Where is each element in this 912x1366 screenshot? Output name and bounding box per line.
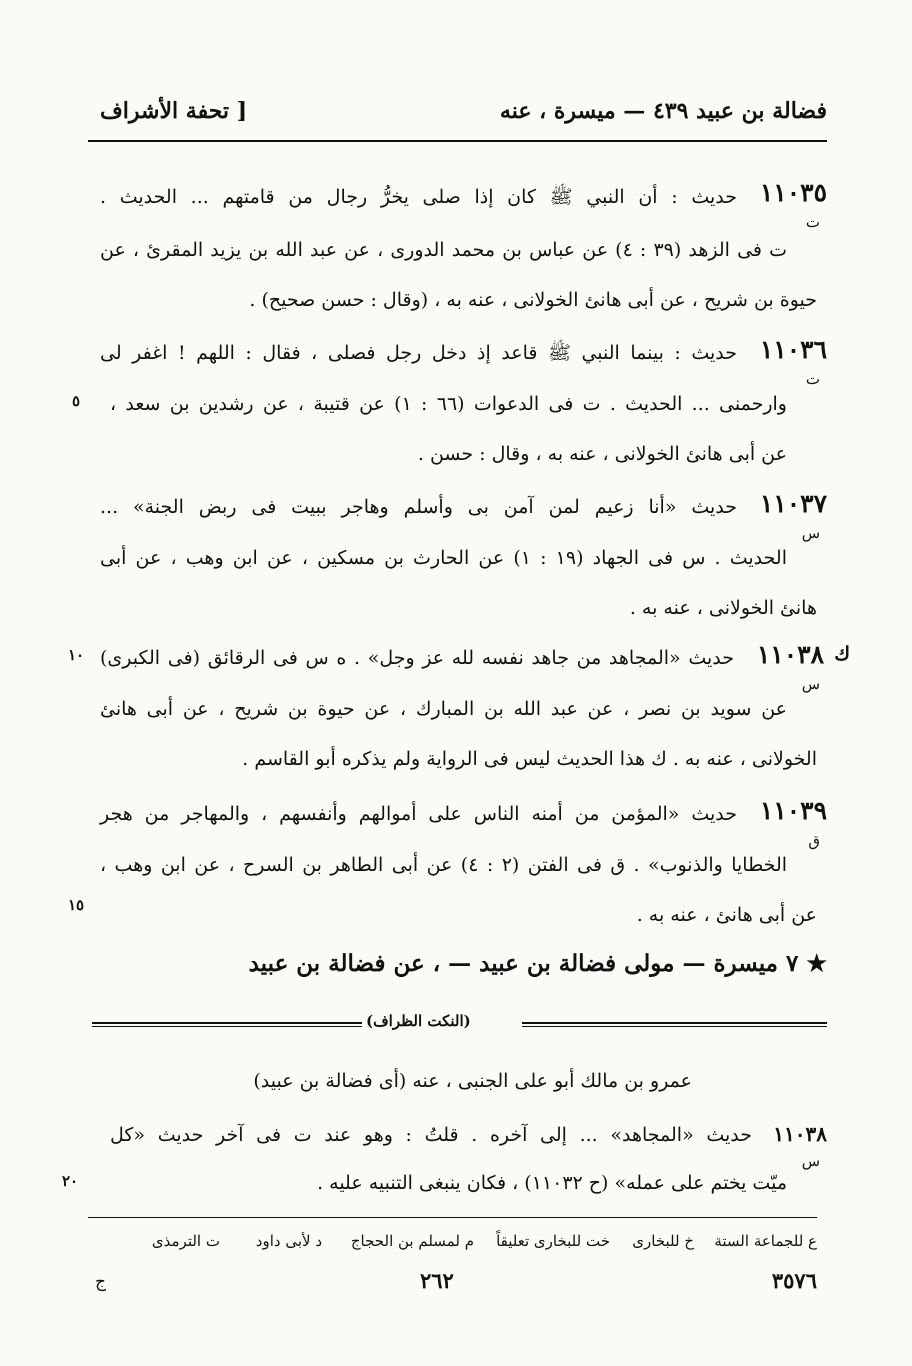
entry-line: وارحمنى ... الحديث . ت فى الدعوات (٦٦ : ١) عن قتيبة ، عن رشدين بن سعد ، (110, 393, 787, 415)
entry-sigil: س (801, 524, 820, 542)
footer-volume-letter: ج (95, 1272, 106, 1292)
footer-legend-item: ت الترمذى (151, 1232, 220, 1250)
entry-line: عن أبى هانئ ، عنه به . (636, 904, 817, 926)
entry-number: ١١٠٣٩ (759, 796, 827, 825)
margin-line-number: ٥ (72, 392, 81, 410)
margin-line-number: ٢٠ (62, 1172, 79, 1190)
entry-sigil: ت (805, 370, 820, 388)
nukat-title: (النكت الظراف) (366, 1012, 471, 1030)
entry-line: حديث «المجاهد من جاهد نفسه لله عز وجل» . ه س فى الرقائق (فى الكبرى) (100, 647, 734, 669)
entry-sigil: س (801, 675, 820, 693)
entry-line: ت فى الزهد (٣٩ : ٤) عن عباس بن محمد الدورى ، عن عبد الله بن يزيد المقرئ ، عن (100, 239, 787, 261)
entry-line: الحديث . س فى الجهاد (١٩ : ١) عن الحارث بن مسكين ، عن ابن وهب ، عن أبى (100, 547, 787, 569)
divider-rule-right (522, 1022, 827, 1027)
entry-line: عن سويد بن نصر ، عن عبد الله بن المبارك ، عن حيوة بن شريح ، عن أبى هانئ (100, 698, 787, 720)
footer-rule (88, 1217, 817, 1218)
nukat-sigil: س (801, 1152, 820, 1170)
section-heading: ★ ٧ ميسرة — مولى فضالة بن عبيد — ، عن فضالة بن عبيد (248, 950, 827, 977)
footer-legend-item: ع للجماعة الستة (714, 1232, 817, 1250)
entry-line: هانئ الخولانى ، عنه به . (629, 597, 817, 619)
nukat-number: ١١٠٣٨ (773, 1122, 827, 1146)
running-head-left: [ تحفة الأشراف (100, 98, 248, 124)
entry-line: حيوة بن شريح ، عن أبى هانئ الخولانى ، عنه به ، (وقال : حسن صحيح) . (249, 289, 817, 311)
nukat-line: حديث «المجاهد» ... إلى آخره . قلتُ : وهو عند ت فى آخر حديث «كل (110, 1124, 752, 1146)
running-head-right: فضالة بن عبيد ٤٣٩ — ميسرة ، عنه (499, 98, 827, 124)
entry-line: حديث : بينما النبي ﷺ قاعد إذ دخل رجل فصلى ، فقال : اللهم ! اغفر لى (100, 342, 737, 364)
margin-line-number: ١٠ (68, 646, 85, 664)
footer-legend-item: خ للبخارى (632, 1232, 694, 1250)
entry-sigil: ت (805, 213, 820, 231)
entry-number: ١١٠٣٨ (756, 640, 824, 669)
footer-legend-item: د لأبى داود (255, 1232, 322, 1250)
entry-prefix: ك (834, 643, 850, 665)
entry-number: ١١٠٣٥ (759, 178, 827, 207)
entry-line: عن أبى هانئ الخولانى ، عنه به ، وقال : حسن . (417, 443, 787, 465)
margin-line-number: ١٥ (68, 896, 85, 914)
nukat-line: ميّت يختم على عمله» (ح ١١٠٣٢) ، فكان ينبغى التنبيه عليه . (317, 1172, 787, 1194)
footer-legend-item: م لمسلم بن الحجاج (350, 1232, 474, 1250)
entry-line: حديث «المؤمن من أمنه الناس على أموالهم وأنفسهم ، والمهاجر من هجر (100, 803, 737, 825)
entry-line: الخولانى ، عنه به . ك هذا الحديث ليس فى الرواية ولم يذكره أبو القاسم . (242, 748, 817, 770)
nukat-intro: عمرو بن مالك أبو على الجنبى ، عنه (أى فضالة بن عبيد) (253, 1070, 692, 1092)
entry-sigil: ق (808, 832, 820, 850)
entry-number: ١١٠٣٦ (759, 335, 827, 364)
page-number: ٢٦٢ (420, 1268, 454, 1293)
sequence-number: ٣٥٧٦ (771, 1268, 817, 1293)
entry-line: الخطايا والذنوب» . ق فى الفتن (٢ : ٤) عن أبى الطاهر بن السرح ، عن ابن وهب ، (100, 854, 788, 876)
entry-line: حديث «أنا زعيم لمن آمن بى وأسلم وهاجر ببيت فى ربض الجنة» ... (100, 496, 737, 518)
footer-legend-item: خت للبخارى تعليقاً (496, 1232, 610, 1250)
header-rule (88, 140, 827, 142)
divider-rule-left (92, 1022, 362, 1027)
entry-number: ١١٠٣٧ (759, 489, 827, 518)
entry-line: حديث : أن النبي ﷺ كان إذا صلى يخرُّ رجال من قامتهم ... الحديث . (100, 186, 737, 208)
